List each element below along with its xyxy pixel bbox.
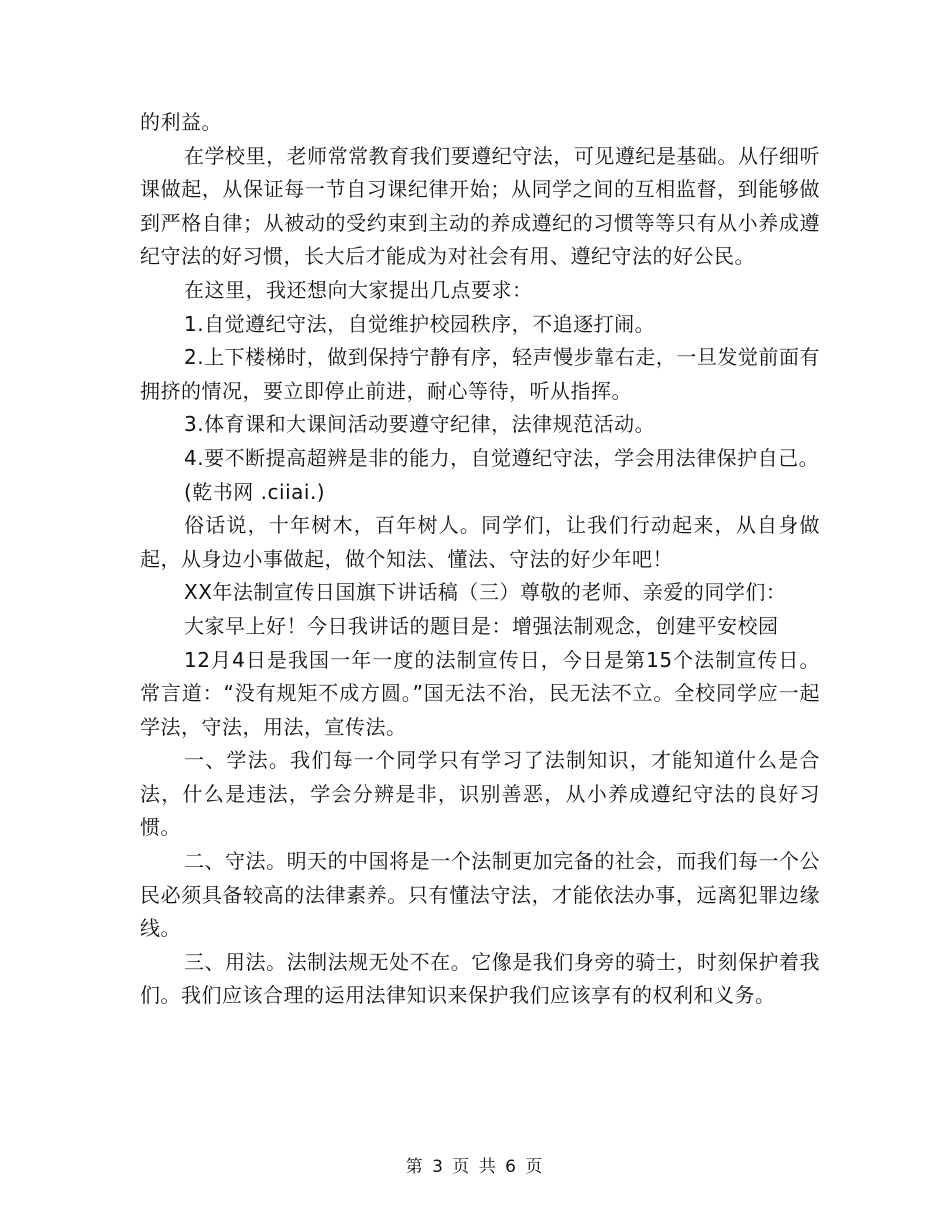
paragraph-6: 3.体育课和大课间活动要遵守纪律，法律规范活动。	[184, 412, 656, 437]
paragraph-7: 4.要不断提高超辨是非的能力，自觉遵纪守法，学会用法律保护自己。	[184, 445, 820, 470]
page-footer: 第 3 页 共 6 页	[405, 1157, 545, 1177]
paragraph-8: (乾书网 .ciiai.)	[184, 479, 326, 504]
paragraph-14: 二、守法。明天的中国将是一个法制更加完备的社会，而我们每一个公民必须具备较高的法律素养。只有懂法守法，才能依法办事，远离犯罪边缘线。	[140, 849, 820, 941]
paragraph-12: 12月4日是我国一年一度的法制宣传日，今日是第15个法制宣传日。常言道：“没有规矩不成方圆。”国无法不治，民无法不立。全校同学应一起学法，守法，用法，宣传法。	[140, 647, 820, 739]
paragraph-3: 在这里，我还想向大家提出几点要求：	[184, 277, 533, 302]
paragraph-15: 三、用法。法制法规无处不在。它像是我们身旁的骑士，时刻保护着我们。我们应该合理的运用法律知识来保护我们应该享有的权利和义务。	[140, 949, 820, 1008]
paragraph-5: 2.上下楼梯时，做到保持宁静有序，轻声慢步靠右走，一旦发觉前面有拥挤的情况，要立即停止前进，耐心等待，听从指挥。	[140, 345, 820, 403]
paragraph-2: 在学校里，老师常常教育我们要遵纪守法，可见遵纪是基础。从仔细听课做起，从保证每一节自习课纪律开始；从同学之间的互相监督，到能够做到严格自律；从被动的受约束到主动的养成遵纪的习惯等等只有从小养成遵纪守法的好习惯，长大后才能成为对社会有用、遵纪守法的好公民。	[140, 143, 820, 269]
paragraph-4: 1.自觉遵纪守法，自觉维护校园秩序，不追逐打闹。	[184, 311, 656, 336]
document-body	[140, 106, 820, 1013]
paragraph-10: XX年法制宣传日国旗下讲话稿（三）尊敬的老师、亲爱的同学们：	[184, 580, 787, 605]
paragraph-9: 俗话说，十年树木，百年树人。同学们，让我们行动起来，从自身做起，从身边小事做起，做个知法、懂法、守法的好少年吧！	[140, 513, 820, 571]
paragraph-1: 的利益。	[140, 110, 222, 134]
paragraph-11: 大家早上好！今日我讲话的题目是：增强法制观念，创建平安校园	[184, 613, 779, 638]
paragraph-13: 一、学法。我们每一个同学只有学习了法制知识，才能知道什么是合法，什么是违法，学会分辨是非，识别善恶，从小养成遵纪守法的良好习惯。	[140, 748, 820, 840]
